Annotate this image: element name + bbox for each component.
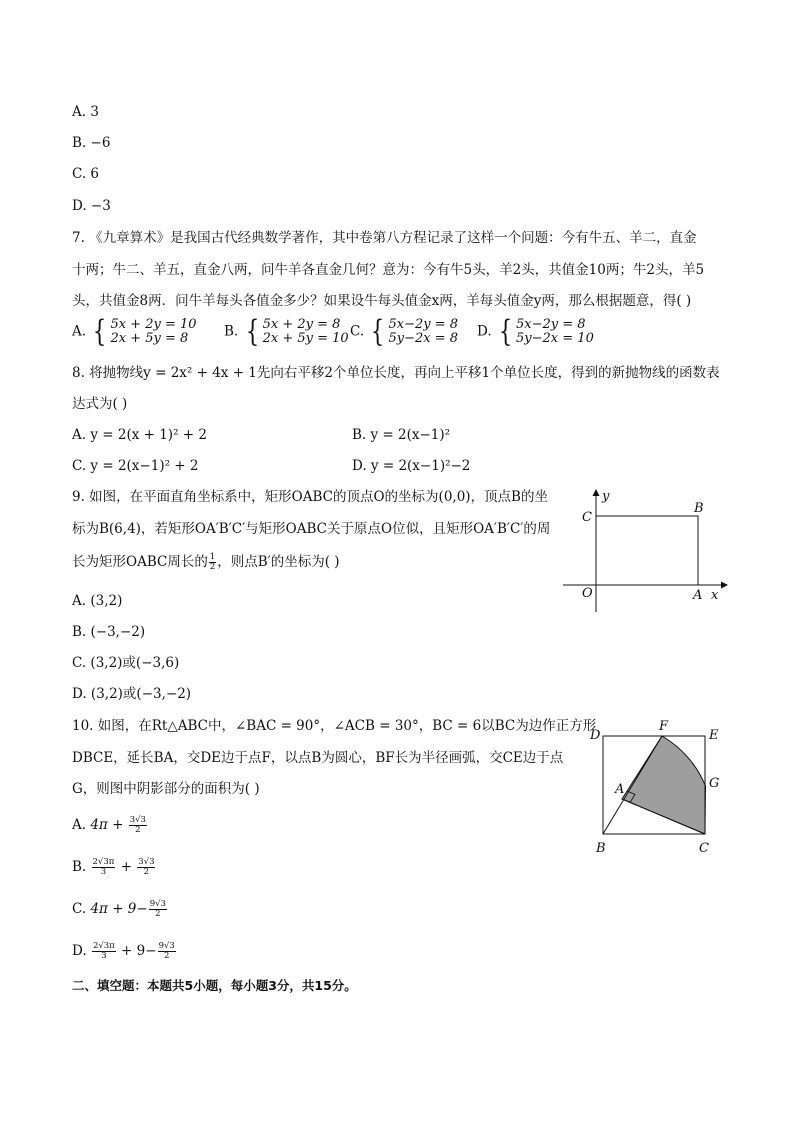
q8-line-2: 达式为( )	[72, 396, 128, 412]
label-x: x	[711, 588, 719, 603]
q10-a-lead: 4π +	[90, 817, 128, 833]
q10-b-frac1	[92, 858, 116, 877]
q7-option-a	[72, 314, 197, 349]
q7-option-b-system: { 5x + 2y = 8 2x + 5y = 10	[245, 314, 349, 349]
q6-option-d: D. −3	[72, 198, 111, 214]
q7-b-eq2: 2x + 5y = 10	[262, 331, 349, 346]
q7-option-a-label: A.	[72, 323, 87, 340]
label-b: B	[596, 841, 606, 856]
section-2-heading: 二、填空题：本题共5小题，每小题3分，共15分。	[72, 978, 357, 993]
x-axis-arrow	[721, 582, 728, 589]
q7-option-c-label: C.	[350, 323, 365, 340]
q10-b-mid: +	[116, 859, 137, 875]
q7-a-eq1: 5x + 2y = 10	[110, 317, 197, 332]
shaded-region	[622, 736, 706, 834]
q8-line-1: 8. 将抛物线y = 2x² + 4x + 1先向右平移2个单位长度，再向上平移1个单位长度，得到的新抛物线的函数表	[72, 365, 720, 381]
q9-frac-den: 2	[209, 562, 216, 572]
q10-b-frac2	[137, 858, 155, 877]
q10-a-frac-num: 3√3	[129, 815, 146, 825]
q10-c-lead: 4π + 9−	[90, 901, 148, 917]
label-b: B	[694, 501, 704, 516]
q6-option-b: B. −6	[72, 135, 111, 151]
q9-option-d: D. (3,2)或(−3,−2)	[72, 686, 192, 702]
rectangle-oabc	[596, 516, 698, 585]
label-y: y	[602, 489, 610, 504]
label-o: O	[582, 586, 593, 601]
q9-frac-num: 1	[209, 552, 216, 562]
q10-line-3: G，则图中阴影部分的面积为( )	[72, 781, 260, 797]
q7-a-eq2: 2x + 5y = 8	[110, 331, 189, 346]
q7-option-b-label: B.	[224, 323, 239, 340]
q10-option-d-label: D.	[72, 943, 87, 959]
q7-option-b	[224, 314, 349, 349]
label-g: G	[709, 776, 720, 791]
q10-b-frac1-num: 2√3π	[92, 857, 115, 867]
q6-option-a: A. 3	[72, 104, 99, 120]
q9-coordinate-figure	[555, 484, 735, 614]
q10-line-2: DBCE，延长BA，交DE边于点F，以点B为圆心，BF长为半径画弧，交CE边于点	[72, 750, 564, 766]
label-d: D	[590, 728, 601, 743]
q7-option-d-label: D.	[477, 323, 492, 340]
label-c: C	[699, 841, 709, 856]
label-e: E	[709, 728, 719, 743]
q10-option-a	[72, 815, 148, 835]
q7-c-eq2: 5y−2x = 8	[388, 331, 459, 346]
q10-d-frac2	[158, 942, 176, 961]
q9-option-c: C. (3,2)或(−3,6)	[72, 655, 180, 671]
y-axis-arrow	[593, 489, 600, 496]
q9-line-1: 9. 如图，在平面直角坐标系中，矩形OABC的顶点O的坐标为(0,0)，顶点B的坐	[72, 489, 548, 505]
q7-b-eq1: 5x + 2y = 8	[262, 317, 341, 332]
q10-option-b-label: B.	[72, 859, 87, 875]
q10-d-frac1-den: 3	[101, 951, 107, 961]
q8-option-c: C. y = 2(x−1)² + 2	[72, 458, 199, 474]
q10-d-frac2-num: 9√3	[158, 941, 175, 951]
label-c: C	[582, 510, 592, 525]
q10-d-mid: + 9−	[116, 943, 157, 959]
q10-b-frac2-den: 2	[143, 867, 150, 877]
q7-d-eq1: 5x−2y = 8	[516, 317, 586, 332]
q10-c-frac	[149, 900, 167, 919]
q10-option-c-label: C.	[72, 901, 87, 917]
q9-option-a: A. (3,2)	[72, 593, 123, 609]
q7-option-d-system: { 5x−2y = 8 5y−2x = 10	[498, 314, 594, 349]
q10-b-frac1-den: 3	[100, 867, 107, 877]
q7-option-c-system: { 5x−2y = 8 5y−2x = 8	[371, 314, 459, 349]
q10-option-b	[72, 857, 156, 877]
q7-option-a-system: { 5x + 2y = 10 2x + 5y = 8	[93, 314, 197, 349]
q7-line-2: 十两；牛二、羊五，直金八两，问牛羊各直金几何？意为：今有牛5头，羊2头，共值金10两；牛2头，羊5	[72, 262, 705, 278]
q7-line-1: 7. 《九章算术》是我国古代经典数学著作，其中卷第八方程记录了这样一个问题：今有牛五、羊二，直金	[72, 230, 697, 246]
q10-option-a-label: A.	[72, 817, 87, 833]
q6-option-c: C. 6	[72, 166, 100, 182]
q10-line-1: 10. 如图，在Rt△ABC中，∠BAC = 90°，∠ACB = 30°，BC = 6以BC为边作正方形	[72, 718, 597, 734]
q10-d-frac2-den: 2	[163, 951, 170, 961]
q8-option-d: D. y = 2(x−1)²−2	[352, 458, 471, 474]
q10-d-frac1	[92, 942, 116, 961]
q10-b-frac2-num: 3√3	[138, 857, 155, 867]
q9-line-3-end: ，则点B′的坐标为( )	[217, 554, 340, 570]
label-a: A	[693, 588, 703, 603]
label-a: A	[615, 782, 625, 797]
q9-line-3-start: 长为矩形OABC周长的	[72, 554, 208, 570]
q7-option-d	[477, 314, 594, 349]
q10-d-frac1-num: 2√3π	[92, 941, 115, 951]
q7-line-3: 头，共值金8两．问牛羊每头各值金多少？如果设牛每头值金x两，羊每头值金y两，那么根据题意，得( )	[72, 293, 692, 309]
q7-c-eq1: 5x−2y = 8	[388, 317, 459, 332]
q10-option-c	[72, 899, 168, 919]
q10-c-frac-den: 2	[155, 909, 161, 919]
q10-option-d	[72, 941, 177, 961]
q10-a-frac-den: 2	[135, 825, 141, 835]
q9-line-3	[72, 552, 340, 572]
q10-a-frac	[129, 816, 147, 835]
label-f: F	[659, 719, 669, 734]
q7-option-c	[350, 314, 459, 349]
q8-option-a: A. y = 2(x + 1)² + 2	[72, 427, 207, 443]
q10-c-frac-num: 9√3	[149, 899, 166, 909]
q9-fraction	[209, 553, 216, 572]
q9-option-b: B. (−3,−2)	[72, 624, 146, 640]
q10-square-figure	[582, 714, 732, 859]
q7-d-eq2: 5y−2x = 10	[516, 331, 594, 346]
q9-line-2: 标为B(6,4)，若矩形OA′B′C′与矩形OABC关于原点O位似，且矩形OA′B′C′的周	[72, 521, 551, 537]
q8-option-b: B. y = 2(x−1)²	[352, 427, 451, 443]
